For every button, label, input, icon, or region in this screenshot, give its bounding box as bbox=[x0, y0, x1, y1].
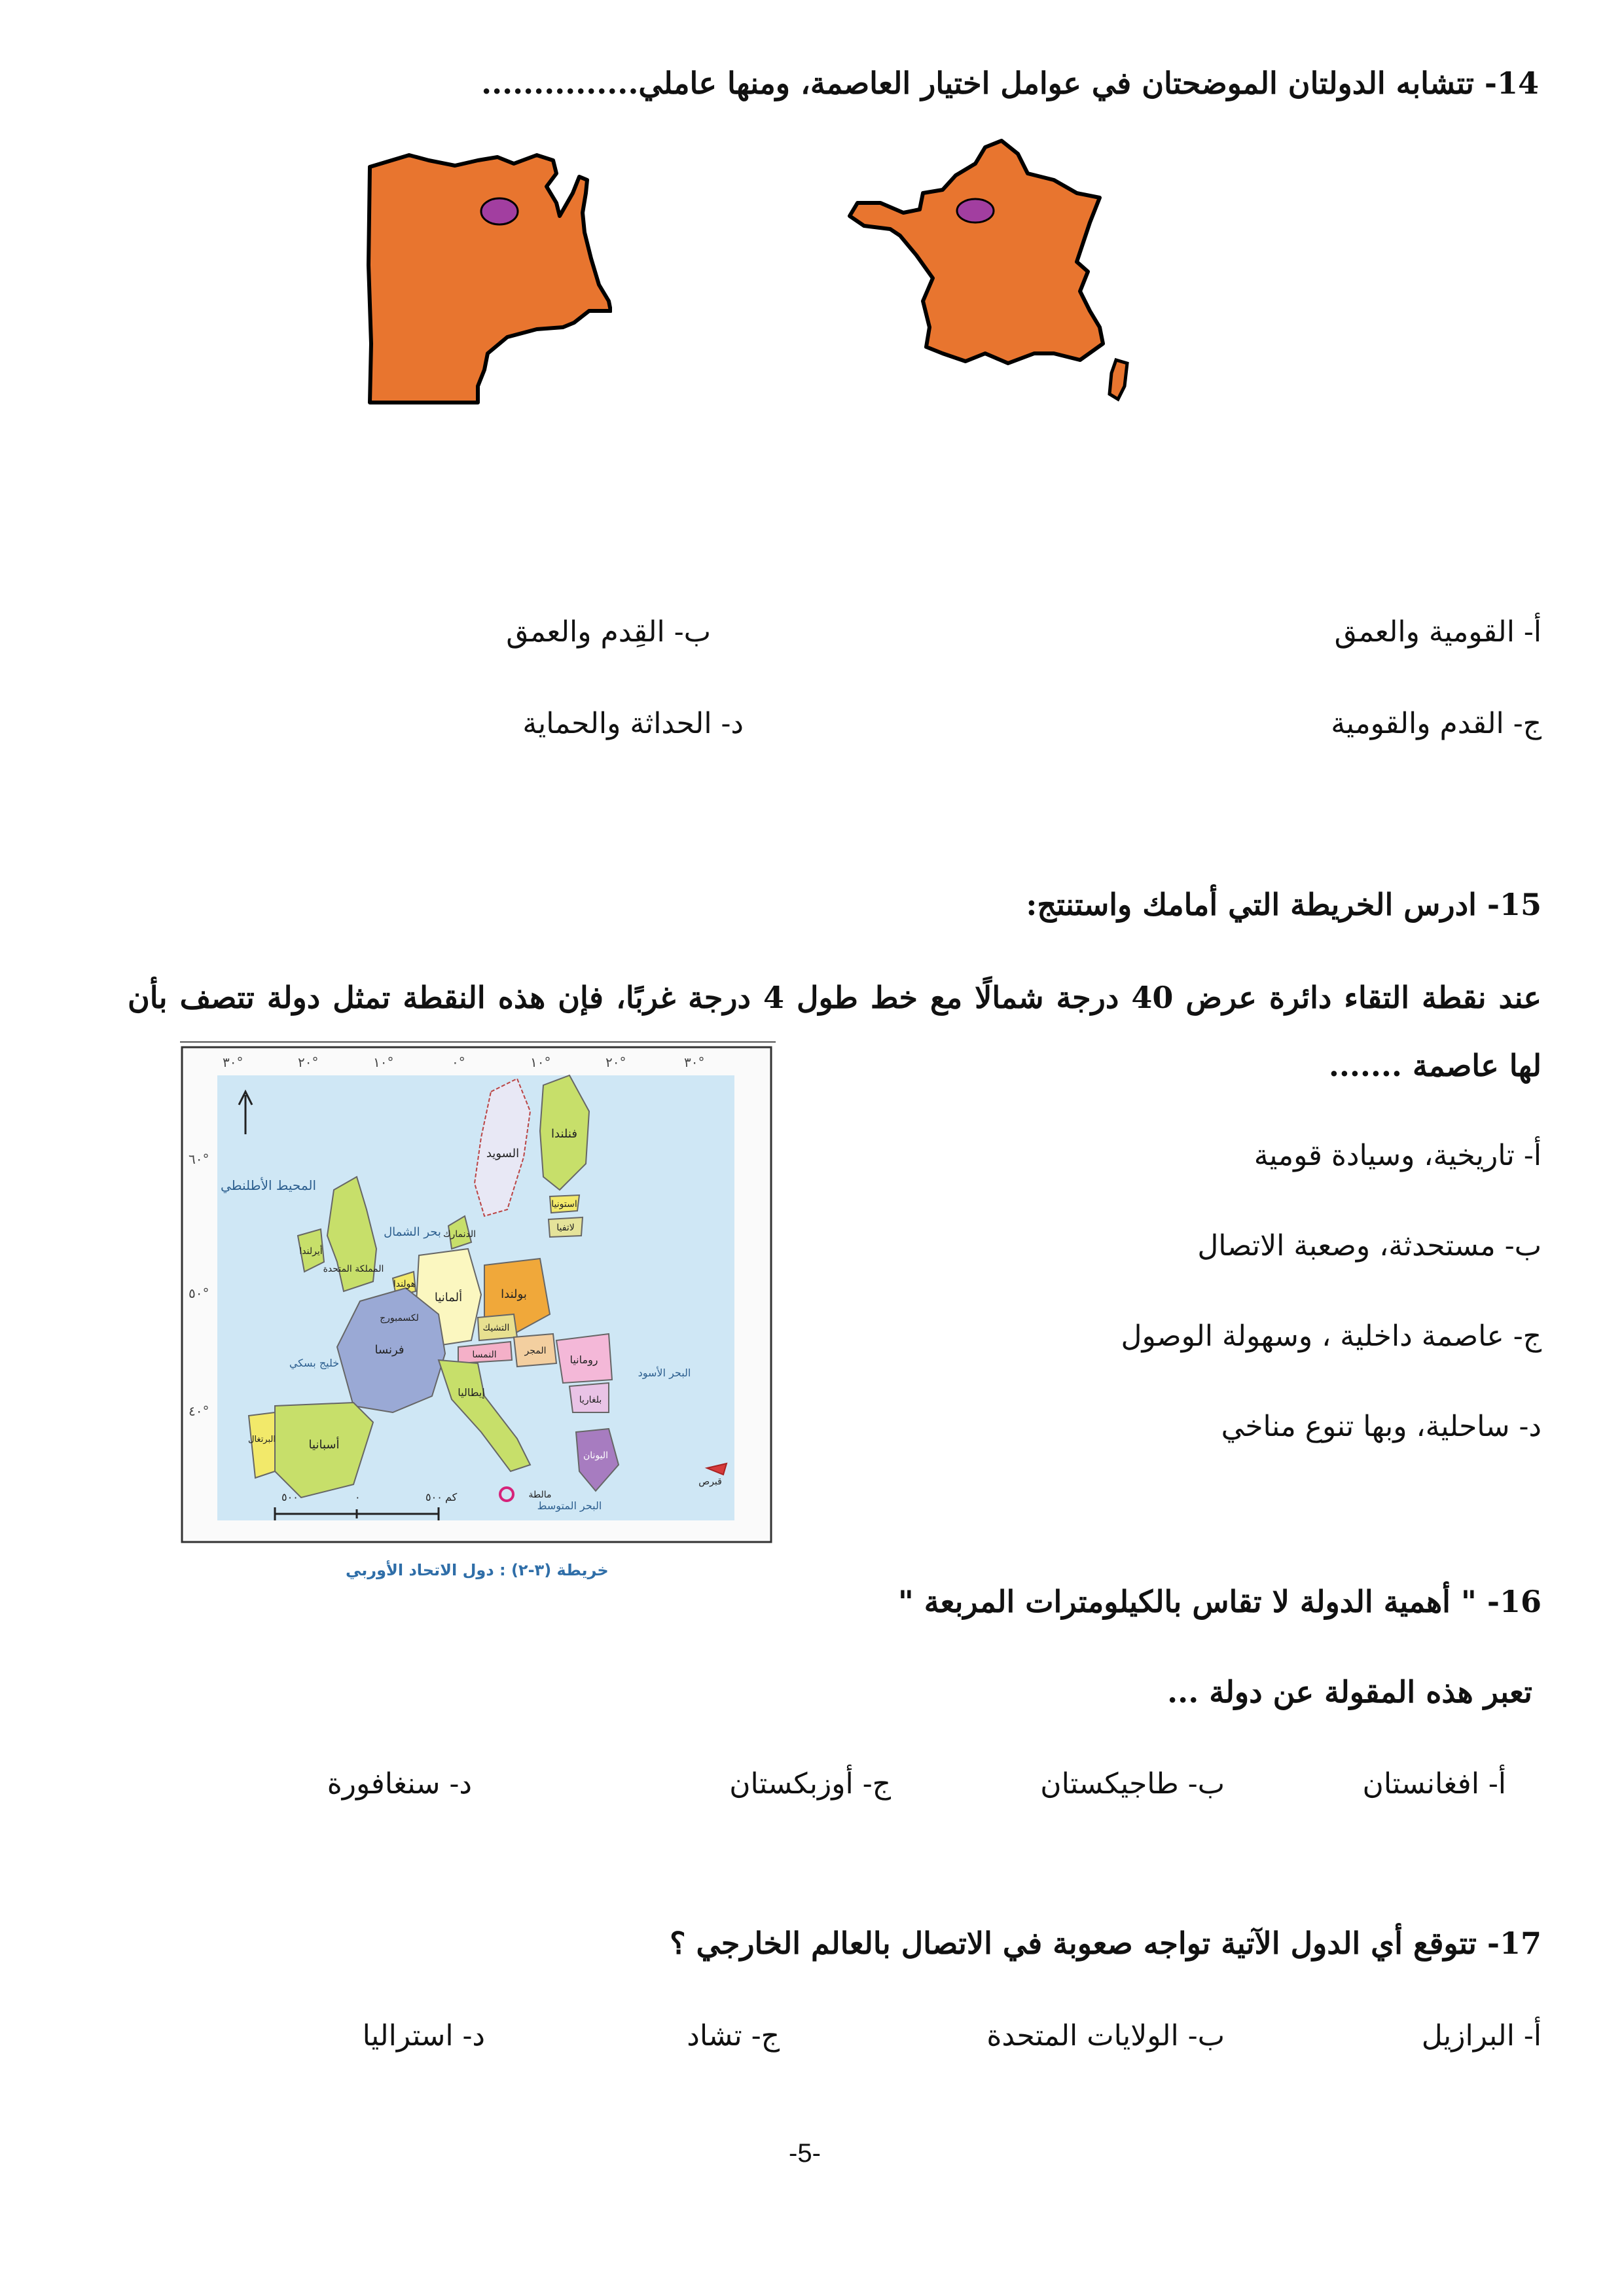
map-label-france: فرنسا bbox=[374, 1343, 405, 1357]
map-label-poland: بولندا bbox=[501, 1287, 527, 1301]
q14-option-d[interactable]: د- الحداثة والحماية bbox=[522, 707, 744, 740]
paris-capital-marker bbox=[957, 199, 994, 223]
lon-label: ١٠° bbox=[373, 1054, 394, 1070]
q14-text: 14- تتشابه الدولتان الموضحتان في عوامل اختيار العاصمة، ومنها عاملي............... bbox=[481, 65, 1539, 101]
lat-label: ٥٠° bbox=[189, 1285, 209, 1301]
q17-option-c[interactable]: ج- تشاد bbox=[687, 2019, 780, 2053]
lat-label: ٤٠° bbox=[189, 1403, 209, 1419]
lon-label: ٠° bbox=[452, 1054, 465, 1070]
egypt-shape bbox=[369, 155, 611, 403]
map-label-atlantic: المحيط الأطلنطي bbox=[220, 1177, 317, 1193]
q16-option-c[interactable]: ج- أوزبكستان bbox=[729, 1767, 891, 1801]
map-label-biscay: خليج بسكي bbox=[289, 1357, 340, 1369]
lat-label: ٦٠° bbox=[189, 1151, 209, 1167]
q15-option-b[interactable]: ب- مستحدثة، وصعبة الاتصال bbox=[1197, 1229, 1542, 1263]
q17-option-b[interactable]: ب- الولايات المتحدة bbox=[986, 2019, 1225, 2053]
map-label-hungary: المجر bbox=[524, 1346, 547, 1356]
europe-map-frame bbox=[177, 1039, 779, 1550]
scale-label: كم bbox=[445, 1491, 458, 1503]
map-label-cyprus: قبرص bbox=[698, 1477, 722, 1487]
map-label-denmark: الدنمارك bbox=[442, 1229, 477, 1240]
q15-option-a[interactable]: أ- تاريخية، وسيادة قومية bbox=[1254, 1139, 1542, 1172]
map-label-med: البحر المتوسط bbox=[537, 1499, 602, 1512]
map-label-black-sea: البحر الأسود bbox=[638, 1367, 691, 1379]
map-label-malta: مالطة bbox=[528, 1490, 552, 1500]
map-label-sweden: السويد bbox=[486, 1147, 520, 1160]
scale-label: ٥٠٠ bbox=[425, 1491, 442, 1503]
france-map-image bbox=[844, 137, 1139, 406]
map-label-germany: ألمانيا bbox=[434, 1291, 463, 1304]
q15-text: عند نقطة التقاء دائرة عرض 40 درجة شمالًا مع خط طول 4 درجة غربًا، فإن هذه النقطة تمثل دولة تتصف بأن لها عاصمة ....... bbox=[128, 980, 1542, 1083]
map-label-czech: التشيك bbox=[482, 1323, 510, 1333]
cairo-capital-marker bbox=[481, 198, 518, 224]
map-label-netherlands: هولندا bbox=[393, 1279, 416, 1289]
map-caption: خريطة (٣-٢) : دول الاتحاد الأوربي bbox=[346, 1561, 609, 1579]
q15-option-c[interactable]: ج- عاصمة داخلية ، وسهولة الوصول bbox=[1121, 1319, 1542, 1353]
q14-option-c[interactable]: ج- القدم والقومية bbox=[1331, 707, 1542, 740]
lon-label: ٢٠° bbox=[298, 1054, 319, 1070]
q15-option-d[interactable]: د- ساحلية، وبها تنوع مناخي bbox=[1221, 1410, 1542, 1443]
map-label-greece: اليونان bbox=[583, 1450, 609, 1461]
q15-title: 15- ادرس الخريطة التي أمامك واستنتج: bbox=[1026, 887, 1542, 922]
map-label-ireland: أيرلندا bbox=[299, 1246, 323, 1257]
europe-map-image bbox=[177, 1039, 779, 1550]
lon-label: ١٠° bbox=[530, 1054, 551, 1070]
map-label-latvia: لاتفيا bbox=[556, 1223, 575, 1233]
france-shape bbox=[850, 141, 1103, 363]
q16-title: 16- " أهمية الدولة لا تقاس بالكيلومترات المربعة " bbox=[897, 1584, 1542, 1619]
lon-label: ٢٠° bbox=[605, 1054, 626, 1070]
egypt-map-image bbox=[363, 147, 612, 409]
map-label-finland: فنلندا bbox=[551, 1127, 577, 1141]
map-label-bulgaria: بلغاريا bbox=[579, 1395, 602, 1405]
scale-label: ٠ bbox=[355, 1491, 361, 1503]
map-label-portugal: البرتغال bbox=[248, 1435, 276, 1444]
corsica-shape bbox=[1110, 360, 1127, 399]
map-label-italy: إيطاليا bbox=[458, 1386, 485, 1399]
lon-label: ٣٠° bbox=[223, 1054, 244, 1070]
q17-title: 17- تتوقع أي الدول الآتية تواجه صعوبة في الاتصال بالعالم الخارجي ؟ bbox=[670, 1926, 1542, 1961]
scale-label: ٥٠٠ bbox=[281, 1491, 298, 1503]
map-label-north-sea: بحر الشمال bbox=[384, 1225, 441, 1239]
map-label-estonia: استونيا bbox=[551, 1199, 577, 1210]
q14-option-b[interactable]: ب- القِدم والعمق bbox=[506, 615, 711, 649]
map-label-luxembourg: لكسمبورج bbox=[380, 1313, 419, 1323]
page-number: -5- bbox=[789, 2139, 821, 2168]
q16-option-a[interactable]: أ- افغانستان bbox=[1362, 1767, 1506, 1801]
q16-subtitle: تعبر هذه المقولة عن دولة ... bbox=[1167, 1674, 1532, 1710]
map-label-romania: رومانيا bbox=[569, 1354, 598, 1366]
q16-option-d[interactable]: د- سنغافورة bbox=[327, 1767, 472, 1801]
map-label-austria: النمسا bbox=[472, 1350, 497, 1360]
q17-option-d[interactable]: د- استراليا bbox=[362, 2019, 485, 2053]
q14-option-a[interactable]: أ- القومية والعمق bbox=[1334, 615, 1542, 649]
q17-option-a[interactable]: أ- البرازيل bbox=[1421, 2019, 1542, 2053]
q16-option-b[interactable]: ب- طاجيكستان bbox=[1040, 1767, 1225, 1801]
map-label-uk: المملكة المتحدة bbox=[323, 1264, 384, 1274]
lon-label: ٣٠° bbox=[684, 1054, 705, 1070]
map-label-spain: أسبانيا bbox=[308, 1438, 340, 1452]
